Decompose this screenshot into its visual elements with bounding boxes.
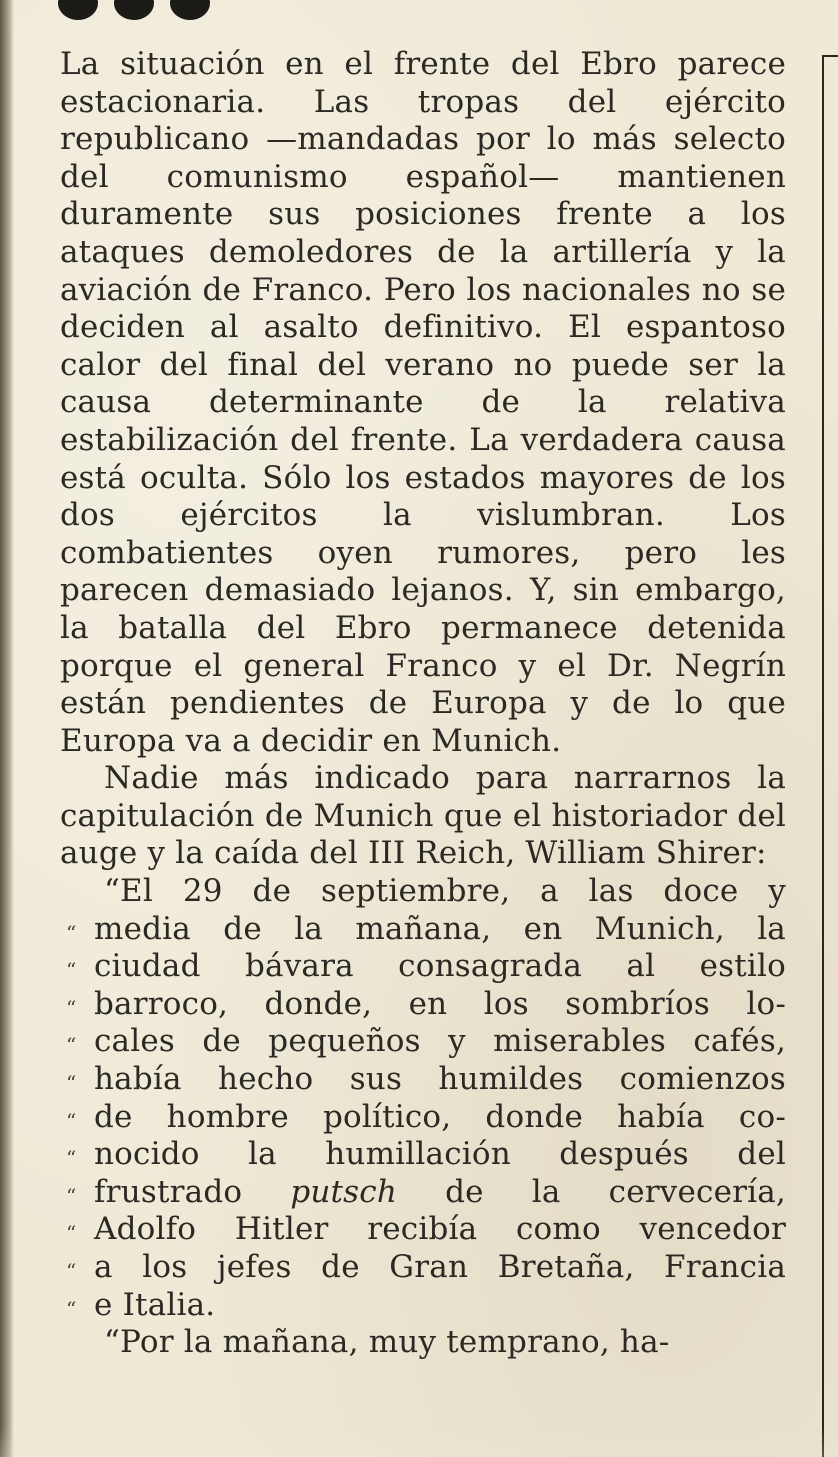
quote-line: “ ciudad bávara consagrada al estilo	[60, 948, 786, 986]
quote-mark: “	[66, 1296, 77, 1321]
quote-line: “ había hecho sus humildes comienzos	[60, 1061, 786, 1099]
article-column	[60, 46, 786, 1362]
quote-mark: “	[66, 1033, 77, 1058]
quote-line: “ Adolfo Hitler recibía como vencedor	[60, 1211, 786, 1249]
quote-mark: “	[66, 1221, 77, 1246]
quote-line: “ a los jefes de Gran Bretaña, Francia	[60, 1249, 786, 1287]
quote-mark: “	[66, 1108, 77, 1133]
quote-mark: “	[66, 995, 77, 1020]
page-bottom-fade	[0, 1427, 838, 1457]
italic-term: putsch	[290, 1173, 398, 1210]
paragraph-shirer-intro: Nadie más indicado para narrarnos la capitulación de Munich que el historiador del auge y la caída del III Reich, William Shirer:	[60, 760, 786, 872]
shirer-quote	[60, 873, 786, 1324]
quote-mark: “	[66, 958, 77, 983]
quote-line: “ e Italia.	[60, 1287, 786, 1325]
quote-mark: “	[66, 1259, 77, 1283]
paragraph-ebro-front: La situación en el frente del Ebro parece estacionaria. Las tropas del ejército republicano —mandadas por lo más selecto del comunismo español— mantienen duramente sus posiciones frente a los ataques demoledores de la artillería y la aviación de Franco. Pero los nacionales no se deciden al asalto definitivo. El espantoso calor del final del verano no puede ser la causa determinante de la relativa estabilización del frente. La verdadera causa está oculta. Sólo los estados mayores de los dos ejércitos la vislumbran. Los combatientes oyen rumores, pero les parecen demasiado lejanos. Y, sin embargo, la batalla del Ebro permanece detenida porque el general Franco y el Dr. Negrín están pendientes de Europa y de lo que Europa va a decidir en Munich.	[60, 46, 786, 759]
quote-mark: “	[66, 920, 77, 945]
quote-mark: “	[66, 1146, 77, 1171]
bullet-dot	[170, 0, 210, 20]
paragraph-next-start: “Por la mañana, muy temprano, ha-	[104, 1324, 670, 1361]
quote-line: “El 29 de septiembre, a las doce y	[104, 873, 786, 910]
bullet-dot	[58, 0, 98, 20]
quote-line: “ cales de pequeños y miserables cafés,	[60, 1023, 786, 1061]
page-gutter-shadow	[0, 0, 14, 1457]
quote-mark: “	[66, 1183, 77, 1208]
adjacent-column-rule	[822, 55, 838, 1457]
quote-line: “ nocido la humillación después del	[60, 1136, 786, 1174]
quote-line: “ barroco, donde, en los sombríos lo-	[60, 986, 786, 1024]
quote-line: “ media de la mañana, en Munich, la	[60, 911, 786, 949]
quote-mark: “	[66, 1071, 77, 1096]
bullet-dot	[114, 0, 154, 20]
quote-line: “ de hombre político, donde había co-	[60, 1099, 786, 1137]
quote-line: “ frustrado putsch de la cervecería,	[60, 1174, 786, 1212]
